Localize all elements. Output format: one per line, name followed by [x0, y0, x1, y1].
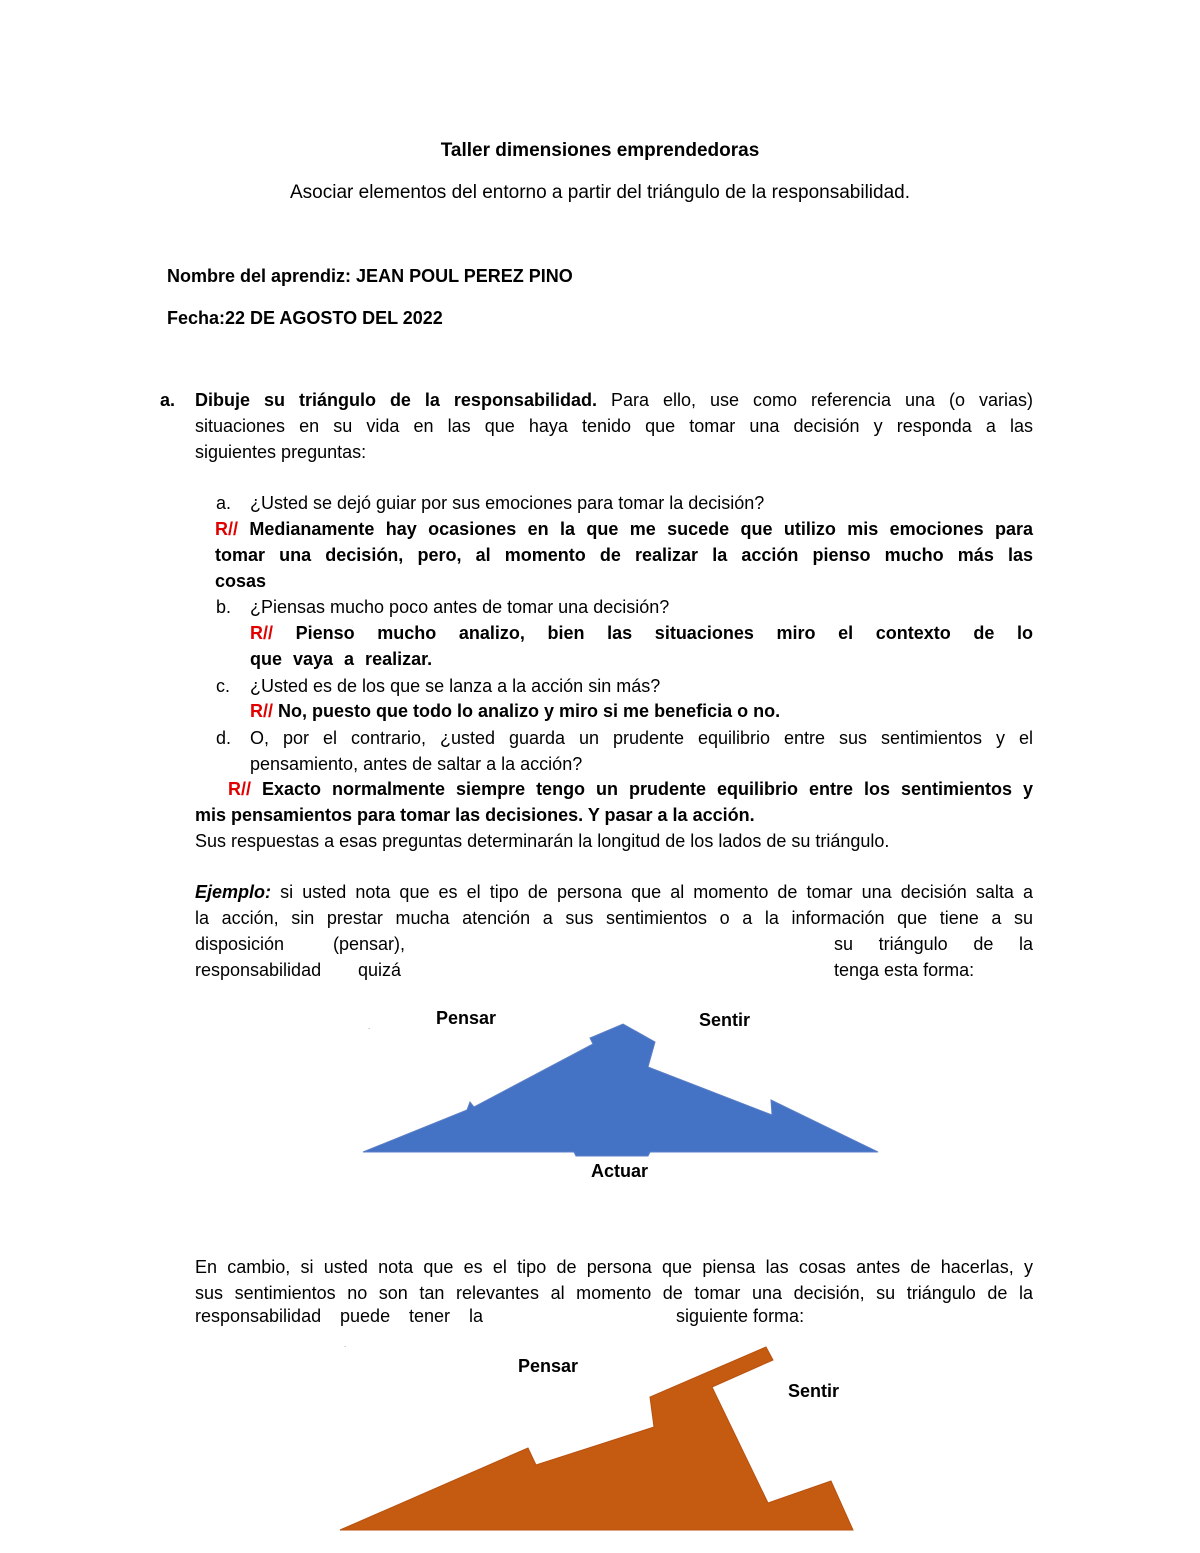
date-label: Fecha:	[167, 308, 226, 328]
figure1-label-actuar: Actuar	[591, 1161, 649, 1181]
answer-b-l2: que vaya a realizar.	[250, 649, 433, 669]
example-l4b: tenga esta forma:	[834, 960, 975, 980]
answer-a-prefix: R//	[215, 519, 239, 539]
document-subtitle: Asociar elementos del entorno a partir del triángulo de la responsabilidad.	[290, 182, 910, 203]
answer-d-l2: mis pensamientos para tomar las decisiones. Y pasar a la acción.	[195, 805, 755, 825]
question-d-l1: O, por el contrario, ¿usted guarda un prudente equilibrio entre sus sentimientos y el	[250, 728, 1033, 748]
closing-text: Sus respuestas a esas preguntas determinarán la longitud de los lados de su triángulo.	[195, 831, 890, 851]
answer-a-l3: cosas	[215, 571, 267, 591]
figure1-label-pensar: Pensar	[436, 1008, 497, 1028]
student-name-value: JEAN POUL PEREZ PINO	[356, 266, 573, 286]
student-name-label: Nombre del aprendiz:	[167, 266, 352, 286]
example-label: Ejemplo:	[195, 882, 272, 902]
figure2-label-sentir: Sentir	[788, 1381, 840, 1401]
contrast-l1: En cambio, si usted nota que es el tipo de persona que piensa las cosas antes de hacerlas, y	[195, 1257, 1033, 1277]
contrast-l3a: responsabilidad puede tener la	[195, 1306, 483, 1326]
question-b-marker: b.	[216, 597, 232, 617]
figure2-label-pensar: Pensar	[518, 1356, 579, 1376]
answer-d-l1: Exacto normalmente siempre tengo un prudente equilibrio entre los sentimientos y	[262, 779, 1033, 799]
answer-d-prefix: R//	[228, 779, 252, 799]
figure1-label-sentir: Sentir	[699, 1010, 751, 1030]
section-a-line2: situaciones en su vida en las que haya tenido que tomar una decisión y responda a las	[195, 416, 1033, 436]
contrast-l3b: siguiente forma:	[676, 1306, 805, 1326]
question-a-text: ¿Usted se dejó guiar por sus emociones para tomar la decisión?	[250, 493, 765, 513]
section-a-line1: Para ello, use como referencia una (o varias)	[610, 390, 1033, 410]
question-c-marker: c.	[216, 676, 231, 696]
figure1-anchor-mark: .	[368, 1022, 371, 1031]
answer-b-prefix: R//	[250, 623, 274, 643]
section-marker: a.	[160, 390, 176, 410]
answer-c-l1: No, puesto que todo lo analizo y miro si me beneficia o no.	[278, 701, 781, 721]
example-l2: la acción, sin prestar mucha atención a sus sentimientos o a la información que tiene a su	[195, 908, 1033, 928]
answer-c-prefix: R//	[250, 701, 274, 721]
contrast-l2: sus sentimientos no son tan relevantes al momento de tomar una decisión, su triángulo de la	[195, 1283, 1033, 1303]
date-value: 22 DE AGOSTO DEL 2022	[225, 308, 443, 328]
question-a-marker: a.	[216, 493, 232, 513]
document-title: Taller dimensiones emprendedoras	[440, 140, 760, 161]
example-l3b: su triángulo de la	[834, 934, 1033, 954]
example-l3a: disposición (pensar),	[195, 934, 405, 954]
example-l1: si usted nota que es el tipo de persona que al momento de tomar una decisión salta a	[280, 882, 1033, 902]
answer-a-l2: tomar una decisión, pero, al momento de realizar la acción pienso mucho más las	[215, 545, 1033, 565]
figure2-anchor-mark: .	[344, 1340, 347, 1349]
question-d-l2: pensamiento, antes de saltar a la acción?	[250, 754, 583, 774]
question-d-marker: d.	[216, 728, 232, 748]
question-b-text: ¿Piensas mucho poco antes de tomar una decisión?	[250, 597, 670, 617]
example-l4a: responsabilidad quizá	[195, 960, 401, 980]
answer-b-l1: Pienso mucho analizo, bien las situaciones miro el contexto de lo	[295, 623, 1033, 643]
section-a-line3: siguientes preguntas:	[195, 442, 367, 462]
section-a-lead: Dibuje su triángulo de la responsabilidad.	[195, 390, 597, 410]
answer-a-l1: Medianamente hay ocasiones en la que me sucede que utilizo mis emociones para	[249, 519, 1033, 539]
question-c-text: ¿Usted es de los que se lanza a la acción sin más?	[250, 676, 661, 696]
